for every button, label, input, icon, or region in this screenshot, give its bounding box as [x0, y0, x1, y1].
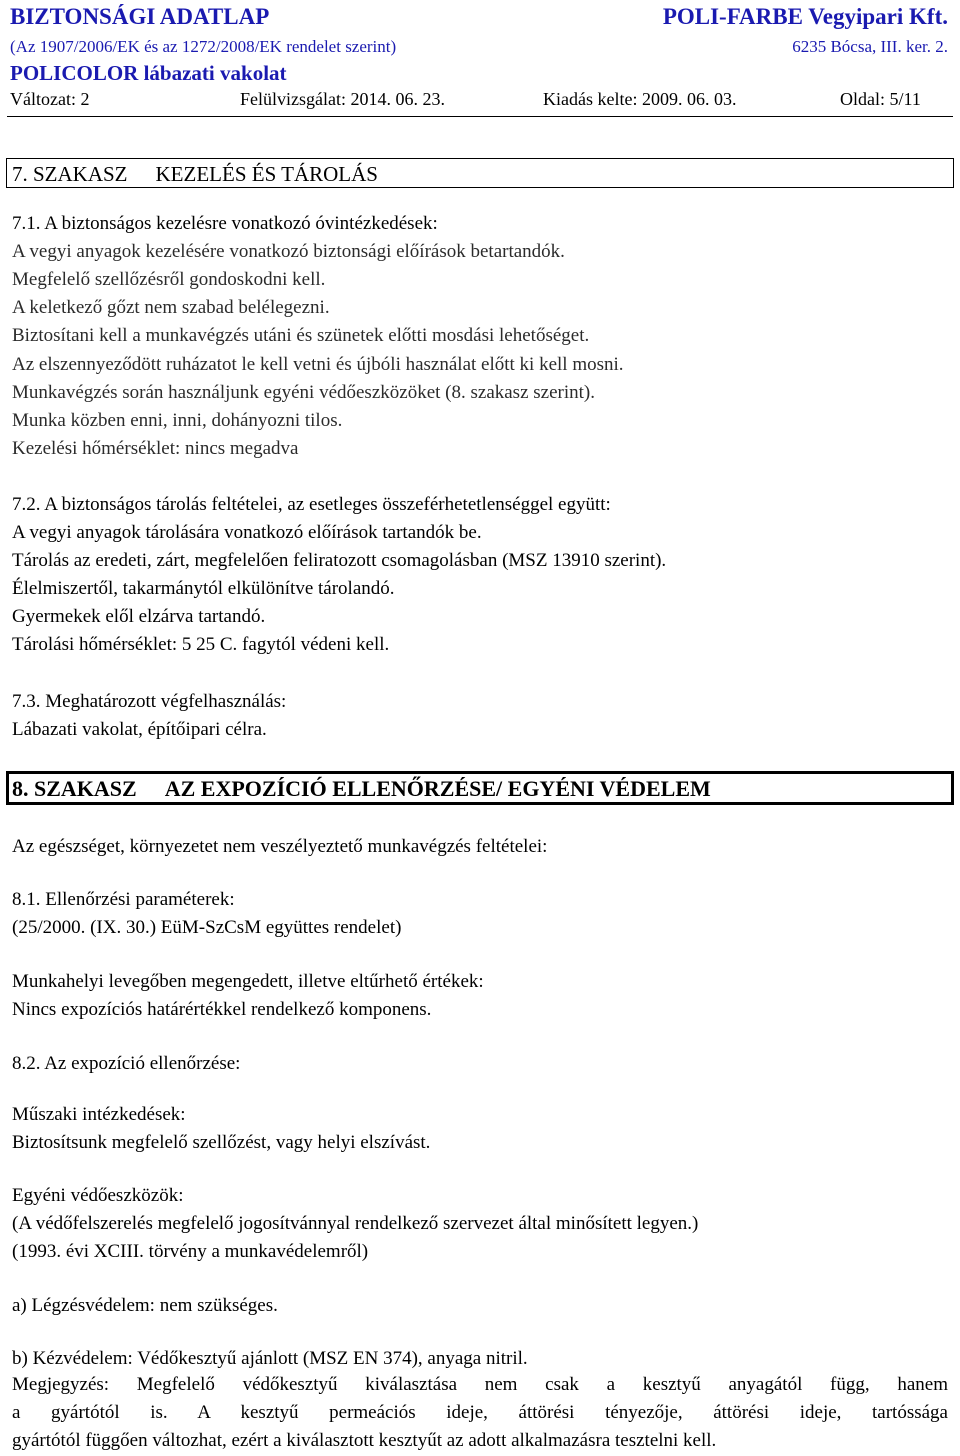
header-third-row	[10, 60, 948, 86]
hand-protection: b) Kézvédelem: Védőkesztyű ajánlott (MSZ EN 374), anyaga nitril.	[12, 1348, 528, 1369]
regulation-reference: (Az 1907/2006/EK és az 1272/2008/EK rendelet szerint)	[10, 37, 397, 56]
storage-line-3: Élelmiszertől, takarmánytól elkülönítve tárolandó.	[12, 578, 395, 599]
subsection-7-3-heading: 7.3. Meghatározott végfelhasználás:	[12, 691, 287, 712]
handling-line-4: Biztosítani kell a munkavégzés utáni és szünetek előtti mosdási lehetőséget.	[12, 325, 590, 346]
header-second-row	[10, 37, 948, 57]
subsection-7-2-heading: 7.2. A biztonságos tárolás feltételei, az esetleges összeférhetetlenséggel együtt:	[12, 494, 611, 515]
handling-line-8: Kezelési hőmérséklet: nincs megadva	[12, 438, 299, 459]
intended-use-text: Lábazati vakolat, építőipari célra.	[12, 719, 267, 740]
regulation-citation: (25/2000. (IX. 30.) EüM-SzCsM együttes rendelet)	[12, 917, 402, 938]
handling-line-6: Munkavégzés során használjunk egyéni védőeszközöket (8. szakasz szerint).	[12, 382, 595, 403]
company-address: 6235 Bócsa, III. ker. 2.	[792, 37, 948, 56]
storage-line-2: Tárolás az eredeti, zárt, megfelelően feliratozott csomagolásban (MSZ 13910 szerint).	[12, 550, 667, 571]
company-name: POLI-FARBE Vegyipari Kft.	[662, 4, 948, 29]
handling-line-2: Megfelelő szellőzésről gondoskodni kell.	[12, 269, 326, 290]
revision-date: Felülvizsgálat: 2014. 06. 23.	[240, 89, 445, 109]
ppe-note: (A védőfelszerelés megfelelő jogosítvánnyal rendelkező szervezet által minősített legyen.)	[12, 1213, 699, 1234]
handling-line-1: A vegyi anyagok kezelésére vonatkozó biztonsági előírások betartandók.	[12, 241, 565, 262]
section-7-number: 7. SZAKASZ	[12, 162, 128, 186]
storage-line-4: Gyermekek elől elzárva tartandó.	[12, 606, 266, 627]
product-name: POLICOLOR lábazati vakolat	[10, 61, 287, 85]
glove-note-line-3: gyártótól függően változhat, ezért a kiválasztott kesztyűt az adott alkalmazásra tesztelni kell.	[12, 1430, 717, 1451]
header-top-row	[10, 4, 948, 30]
storage-line-5: Tárolási hőmérséklet: 5 25 C. fagytól védeni kell.	[12, 634, 390, 655]
section-8-intro: Az egészséget, környezetet nem veszélyeztető munkavégzés feltételei:	[12, 836, 548, 857]
glove-note-line-2: a gyártótól is. A kesztyű permeációs ideje, áttörési tényezője, áttörési ideje, tartóssága	[12, 1402, 948, 1423]
section-7-heading	[12, 162, 378, 186]
document-title: BIZTONSÁGI ADATLAP	[10, 4, 270, 29]
subsection-8-2-heading: 8.2. Az expozíció ellenőrzése:	[12, 1053, 241, 1074]
limits-heading: Munkahelyi levegőben megengedett, illetve eltűrhető értékek:	[12, 971, 484, 992]
technical-measures-text: Biztosítsunk megfelelő szellőzést, vagy helyi elszívást.	[12, 1132, 431, 1153]
section-8-number: 8. SZAKASZ	[12, 776, 137, 801]
handling-line-3: A keletkező gőzt nem szabad belélegezni.	[12, 297, 330, 318]
subsection-7-1-heading: 7.1. A biztonságos kezelésre vonatkozó óvintézkedések:	[12, 213, 438, 234]
respiratory-protection: a) Légzésvédelem: nem szükséges.	[12, 1295, 278, 1316]
issue-date: Kiadás kelte: 2009. 06. 03.	[543, 89, 737, 109]
storage-line-1: A vegyi anyagok tárolására vonatkozó előírások tartandók be.	[12, 522, 482, 543]
limits-text: Nincs expozíciós határértékkel rendelkező komponens.	[12, 999, 432, 1020]
handling-line-5: Az elszennyeződött ruházatot le kell vetni és újbóli használat előtt ki kell mosni.	[12, 354, 624, 375]
handling-line-7: Munka közben enni, inni, dohányozni tilos.	[12, 410, 343, 431]
section-7-title: KEZELÉS ÉS TÁROLÁS	[155, 162, 378, 186]
subsection-8-1-heading: 8.1. Ellenőrzési paraméterek:	[12, 889, 235, 910]
glove-note-line-1: Megjegyzés: Megfelelő védőkesztyű kiválasztása nem csak a kesztyű anyagától függ, hanem	[12, 1374, 948, 1395]
technical-measures-heading: Műszaki intézkedések:	[12, 1104, 186, 1125]
page-number: Oldal: 5/11	[840, 89, 921, 109]
section-8-title: AZ EXPOZÍCIÓ ELLENŐRZÉSE/ EGYÉNI VÉDELEM	[164, 776, 711, 801]
version-label: Változat: 2	[10, 89, 90, 109]
section-8-heading	[12, 777, 711, 801]
ppe-law: (1993. évi XCIII. törvény a munkavédelemről)	[12, 1241, 369, 1262]
header-divider	[7, 116, 953, 117]
ppe-heading: Egyéni védőeszközök:	[12, 1185, 184, 1206]
